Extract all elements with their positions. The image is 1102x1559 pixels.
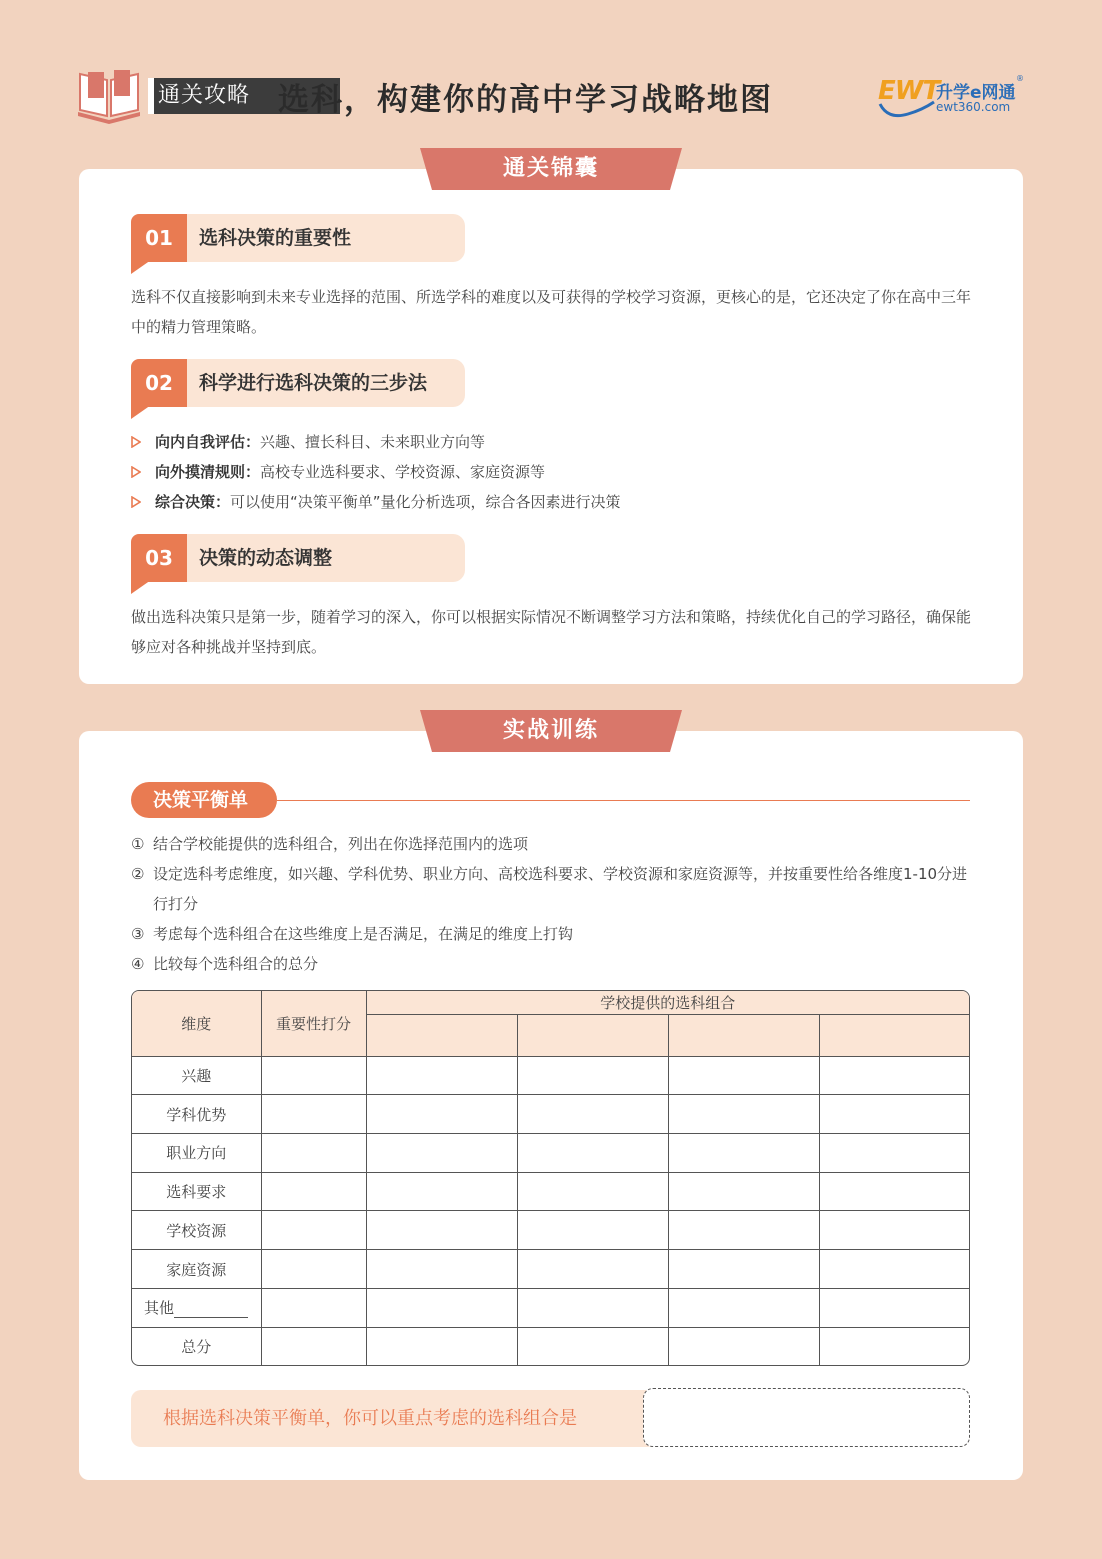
table-cell[interactable] (517, 1095, 668, 1134)
table-cell[interactable] (261, 1172, 366, 1211)
step-text: 结合学校能提供的选科组合，列出在你选择范围内的选项 (153, 835, 529, 853)
header-combos: 学校提供的选科组合 (366, 991, 969, 1014)
table-cell[interactable] (261, 1327, 366, 1365)
table-cell[interactable] (261, 1133, 366, 1172)
section-banner-tips (420, 148, 682, 190)
header-dimension: 维度 (132, 991, 261, 1056)
combo-input-cell[interactable] (517, 1014, 668, 1056)
table-cell[interactable] (261, 1095, 366, 1134)
brand-cn: 升学e网通 (936, 83, 1016, 103)
table-cell[interactable] (517, 1250, 668, 1289)
list-item (131, 859, 973, 919)
table-row (132, 1095, 969, 1134)
table-row (132, 1133, 969, 1172)
tab-tail-icon (131, 260, 151, 274)
step-number: ③ (131, 925, 145, 943)
combo-input-cell[interactable] (668, 1014, 819, 1056)
brand-url: ewt360.com (936, 100, 1011, 114)
brand-ewt: EWT (878, 76, 940, 106)
row-label: 兴趣 (132, 1056, 261, 1095)
decision-table (131, 990, 970, 1366)
row-label: 选科要求 (132, 1172, 261, 1211)
list-item (131, 427, 973, 457)
table-cell[interactable] (668, 1327, 819, 1365)
list-item (131, 457, 973, 487)
table-cell[interactable] (517, 1211, 668, 1250)
row-label: 学校资源 (132, 1211, 261, 1250)
table-cell[interactable] (668, 1095, 819, 1134)
step-text: 比较每个选科组合的总分 (153, 955, 319, 973)
table-cell[interactable] (668, 1250, 819, 1289)
bullet-label: 向外摸清规则： (155, 463, 261, 481)
banner-title: 实战训练 (502, 718, 599, 743)
tip-text-1: 选科不仅直接影响到未来专业选择的范围、所选学科的难度以及可获得的学校学习资源，更核心的是，它还决定了你在高中三年中的精力管理策略。 (131, 288, 972, 336)
bullet-text: 兴趣、擅长科目、未来职业方向等 (260, 433, 486, 451)
table-cell[interactable] (366, 1133, 517, 1172)
tip-number: 01 (131, 214, 187, 262)
table-cell[interactable] (668, 1211, 819, 1250)
worksheet-pill: 决策平衡单 (131, 782, 277, 818)
list-item (131, 487, 973, 517)
tip-header-2 (131, 359, 465, 419)
row-label: 总分 (132, 1327, 261, 1365)
row-label: 家庭资源 (132, 1250, 261, 1289)
table-cell[interactable] (819, 1172, 969, 1211)
table-cell[interactable] (819, 1056, 969, 1095)
table-row (132, 1327, 969, 1365)
table-row (132, 1172, 969, 1211)
divider (277, 800, 970, 801)
table-cell[interactable] (668, 1288, 819, 1327)
bullet-label: 综合决策： (155, 493, 231, 511)
list-item (131, 949, 973, 979)
table-cell[interactable] (261, 1250, 366, 1289)
header-score: 重要性打分 (261, 991, 366, 1056)
combo-input-cell[interactable] (819, 1014, 969, 1056)
table-cell[interactable] (668, 1133, 819, 1172)
table-cell[interactable] (517, 1133, 668, 1172)
table-row (132, 1211, 969, 1250)
tab-tail-icon (131, 580, 151, 594)
tips-card (79, 169, 1023, 684)
answer-input-box[interactable] (643, 1388, 970, 1447)
section-banner-practice (420, 710, 682, 752)
tip-header-3 (131, 534, 465, 594)
table-cell[interactable] (819, 1095, 969, 1134)
table-cell[interactable] (517, 1172, 668, 1211)
table-cell[interactable] (819, 1288, 969, 1327)
step-number: ② (131, 865, 145, 883)
table-cell[interactable] (668, 1056, 819, 1095)
table-row (132, 1250, 969, 1289)
triangle-bullet-icon (131, 496, 141, 508)
bullet-label: 向内自我评估： (155, 433, 261, 451)
bullet-text: 高校专业选科要求、学校资源、家庭资源等 (260, 463, 546, 481)
tip-number: 03 (131, 534, 187, 582)
page-header (78, 64, 1028, 128)
logo-swoosh-icon (878, 100, 938, 120)
table-cell[interactable] (819, 1133, 969, 1172)
row-label: 学科优势 (132, 1095, 261, 1134)
table-cell[interactable] (366, 1172, 517, 1211)
step-number: ④ (131, 955, 145, 973)
triangle-bullet-icon (131, 466, 141, 478)
step-text: 考虑每个选科组合在这些维度上是否满足，在满足的维度上打钩 (153, 925, 574, 943)
table-cell[interactable] (517, 1056, 668, 1095)
list-item (131, 829, 973, 859)
tip-number: 02 (131, 359, 187, 407)
tip-title: 决策的动态调整 (187, 534, 465, 582)
table-cell[interactable] (819, 1250, 969, 1289)
banner-title: 通关锦囊 (502, 156, 599, 181)
step-text: 设定选科考虑维度，如兴趣、学科优势、职业方向、高校选科要求、学校资源和家庭资源等，并按重要性给各维度1-10分进行打分 (153, 865, 968, 913)
table-cell[interactable] (366, 1211, 517, 1250)
bullet-list (131, 427, 973, 517)
table-cell[interactable] (517, 1288, 668, 1327)
brand-reg: ® (1016, 74, 1024, 83)
table-cell[interactable] (517, 1327, 668, 1365)
table-cell[interactable] (366, 1288, 517, 1327)
step-number: ① (131, 835, 145, 853)
table-cell[interactable] (261, 1288, 366, 1327)
table-cell[interactable] (366, 1327, 517, 1365)
triangle-bullet-icon (131, 436, 141, 448)
row-label-other[interactable]: 其他 (132, 1288, 261, 1327)
tip-title: 选科决策的重要性 (187, 214, 465, 262)
tab-tail-icon (131, 405, 151, 419)
tip-header-1 (131, 214, 465, 274)
practice-card (79, 731, 1023, 1480)
combo-input-cell[interactable] (366, 1014, 517, 1056)
tip-title: 科学进行选科决策的三步法 (187, 359, 465, 407)
table-row (132, 1056, 969, 1095)
brand-logo (878, 74, 1028, 124)
table-cell[interactable] (668, 1172, 819, 1211)
conclusion-text: 根据选科决策平衡单，你可以重点考虑的选科组合是 (163, 1408, 577, 1429)
tip-text-3: 做出选科决策只是第一步，随着学习的深入，你可以根据实际情况不断调整学习方法和策略，持续优化自己的学习路径，确保能够应对各种挑战并坚持到底。 (131, 608, 972, 656)
table-cell[interactable] (261, 1056, 366, 1095)
book-logo-icon (78, 64, 140, 126)
table-cell[interactable] (261, 1211, 366, 1250)
row-label: 职业方向 (132, 1133, 261, 1172)
step-list (131, 829, 973, 979)
table-cell[interactable] (819, 1211, 969, 1250)
page-title: 选科，构建你的高中学习战略地图 (278, 82, 773, 118)
table-cell[interactable] (366, 1095, 517, 1134)
table-row (132, 1288, 969, 1327)
table-cell[interactable] (366, 1056, 517, 1095)
table-cell[interactable] (366, 1250, 517, 1289)
section-tag: 通关攻略 (148, 78, 340, 114)
bullet-text: 可以使用“决策平衡单”量化分析选项，综合各因素进行决策 (230, 493, 621, 511)
table-cell[interactable] (819, 1327, 969, 1365)
list-item (131, 919, 973, 949)
